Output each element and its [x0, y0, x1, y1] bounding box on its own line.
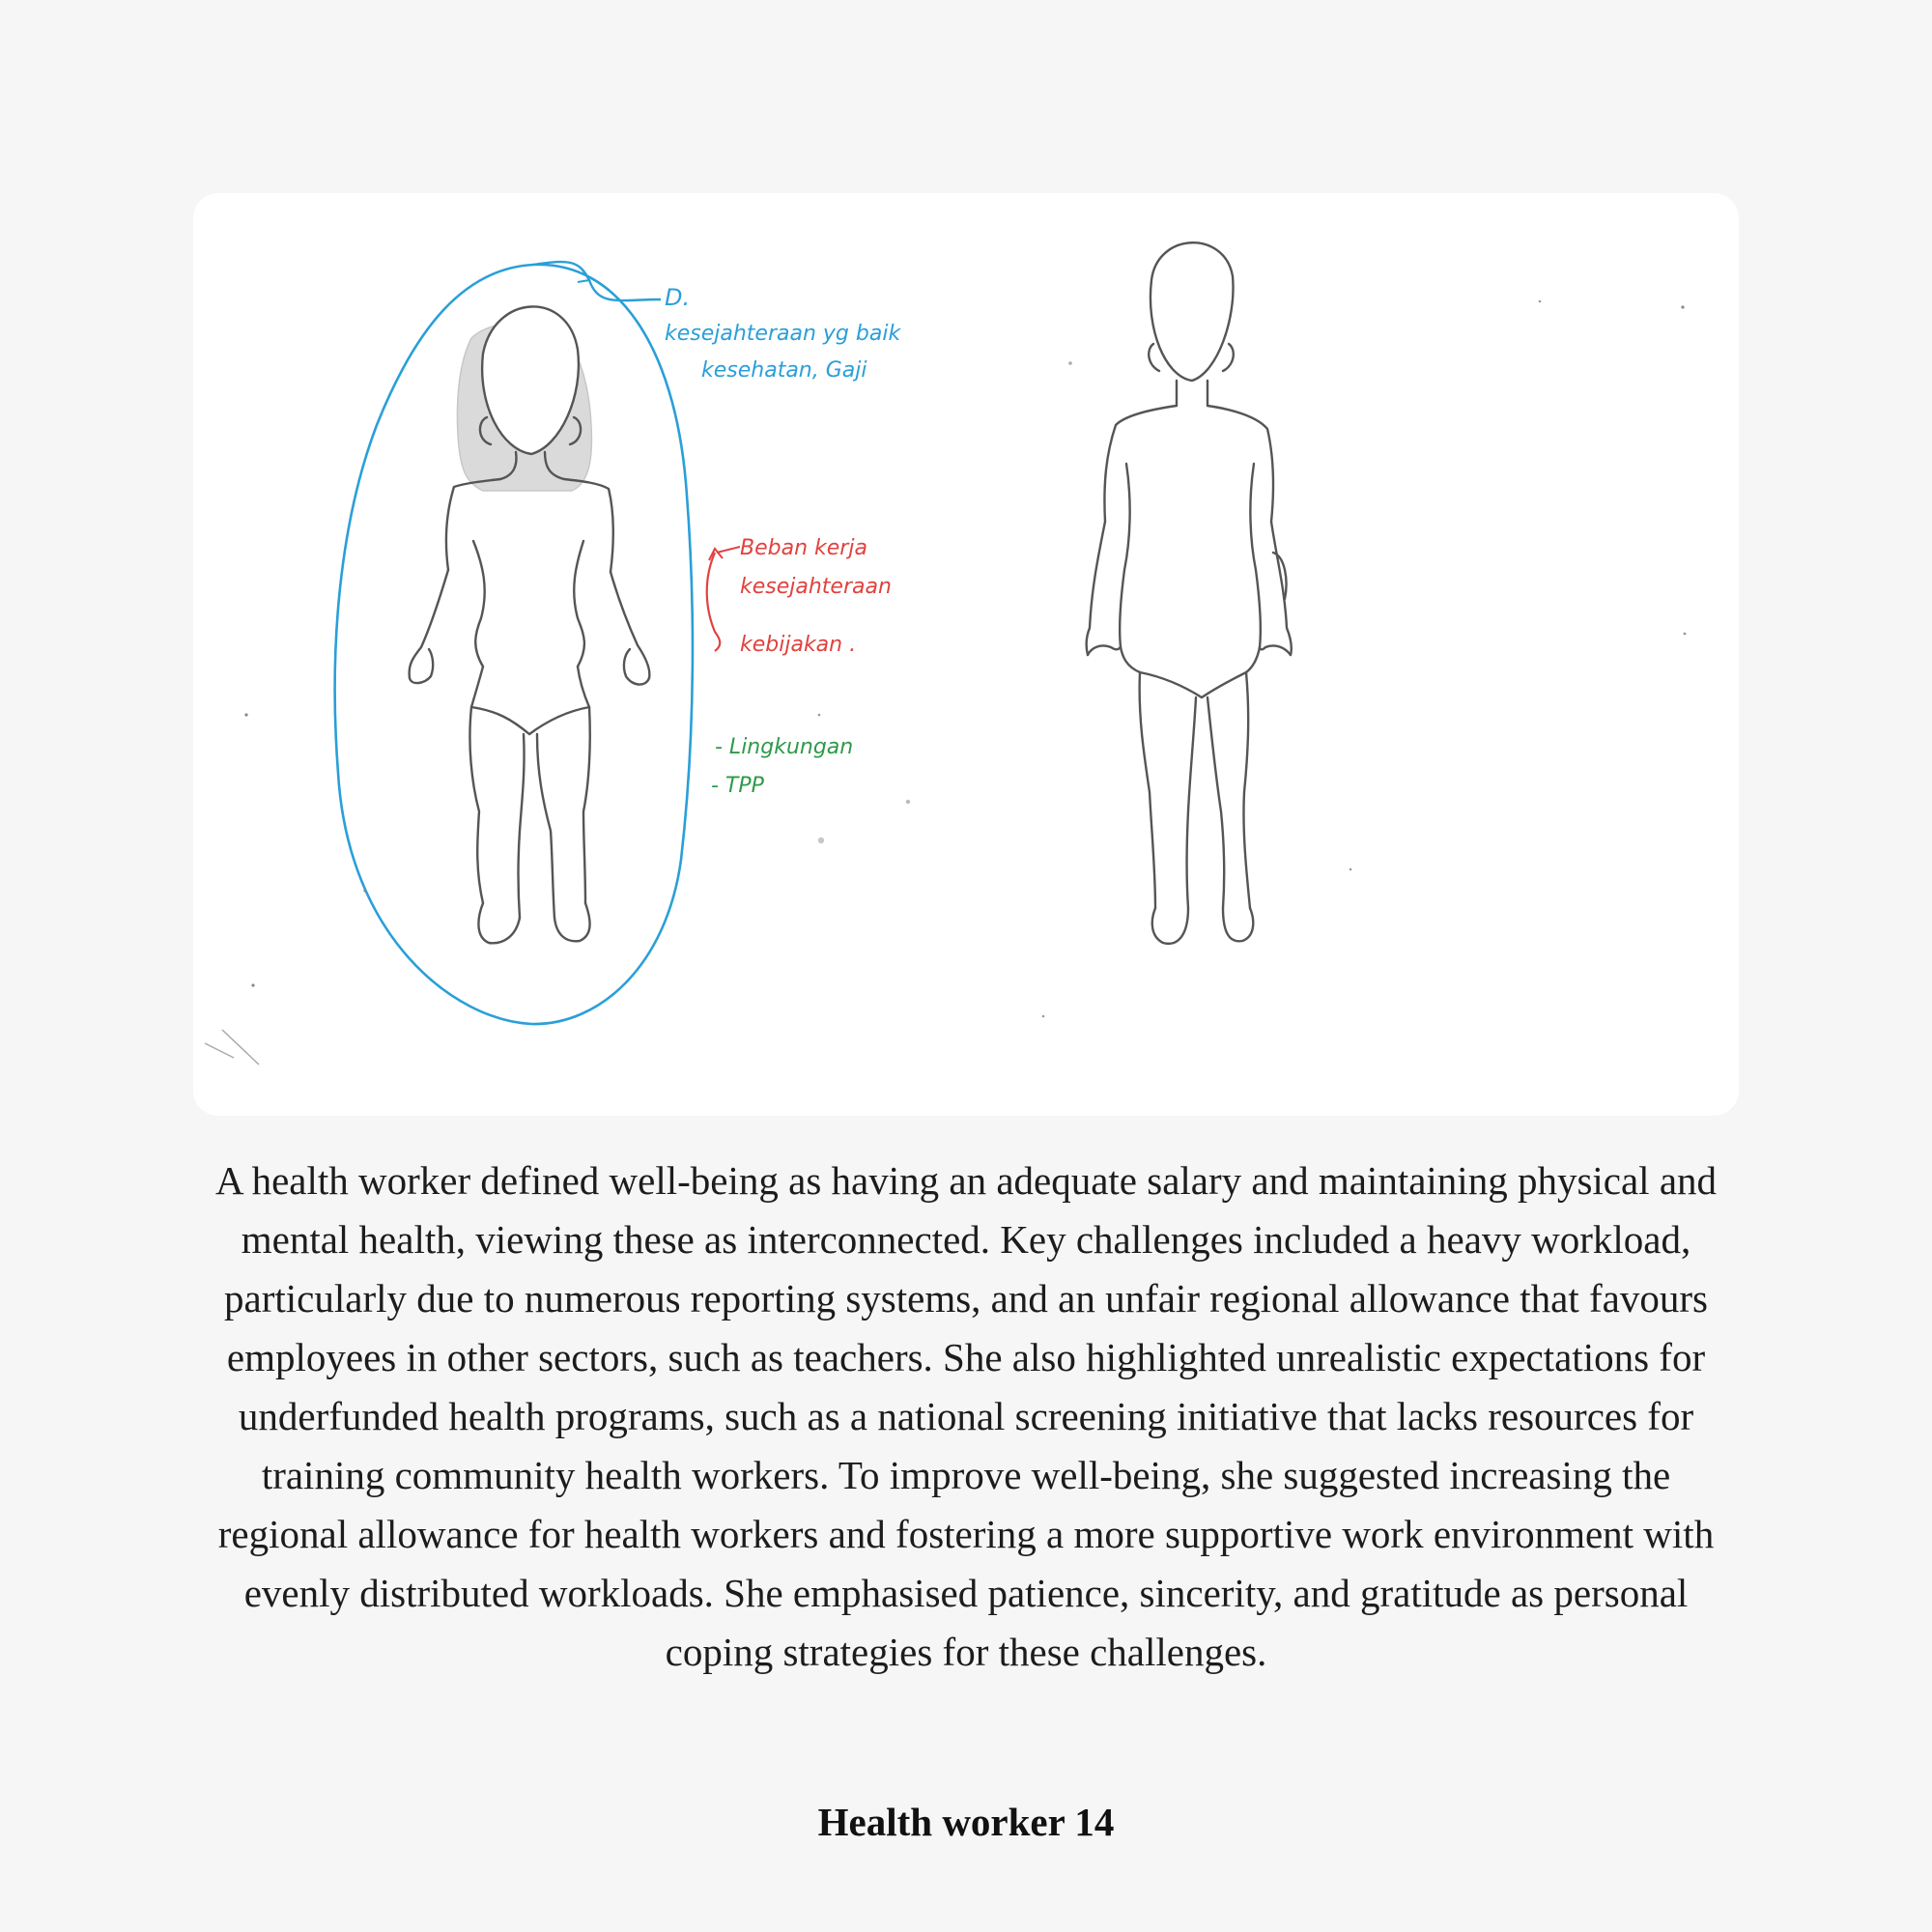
annotation-blue-0: D.: [665, 284, 691, 311]
annotation-red-2: kebijakan .: [740, 633, 857, 657]
annotation-red-0: Beban kerja: [740, 536, 867, 560]
caption-title: Health worker 14: [817, 1800, 1115, 1844]
body-map-drawing: [193, 193, 1739, 1116]
annotation-green-0: - Lingkungan: [715, 735, 854, 759]
caption-text: A health worker defined well-being as having an adequate salary and maintaining physical and mental health, viewing these as interconnected. Key challenges included a heavy workload, particularly due to numerous reporting systems, and an unfair regional allowance that favours employees in other sectors, such as teachers. She also highlighted unrealistic expectations for underfunded health programs, such as a national screening initiative that lacks resources for training community health workers. To improve well-being, she suggested increasing the regional allowance for health workers and fostering a more supportive work environment with evenly distributed workloads. She emphasised patience, sincerity, and gratitude as personal coping strategies for these challenges.: [214, 1158, 1718, 1674]
drawing-card: [193, 193, 1739, 1116]
annotation-blue-2: kesehatan, Gaji: [701, 358, 867, 383]
annotation-green-1: - TPP: [711, 774, 764, 798]
annotation-blue-1: kesejahteraan yg baik: [665, 322, 901, 346]
left-figure: [410, 306, 650, 943]
annotation-red-1: kesejahteraan: [740, 575, 892, 599]
right-figure: [1087, 242, 1292, 944]
